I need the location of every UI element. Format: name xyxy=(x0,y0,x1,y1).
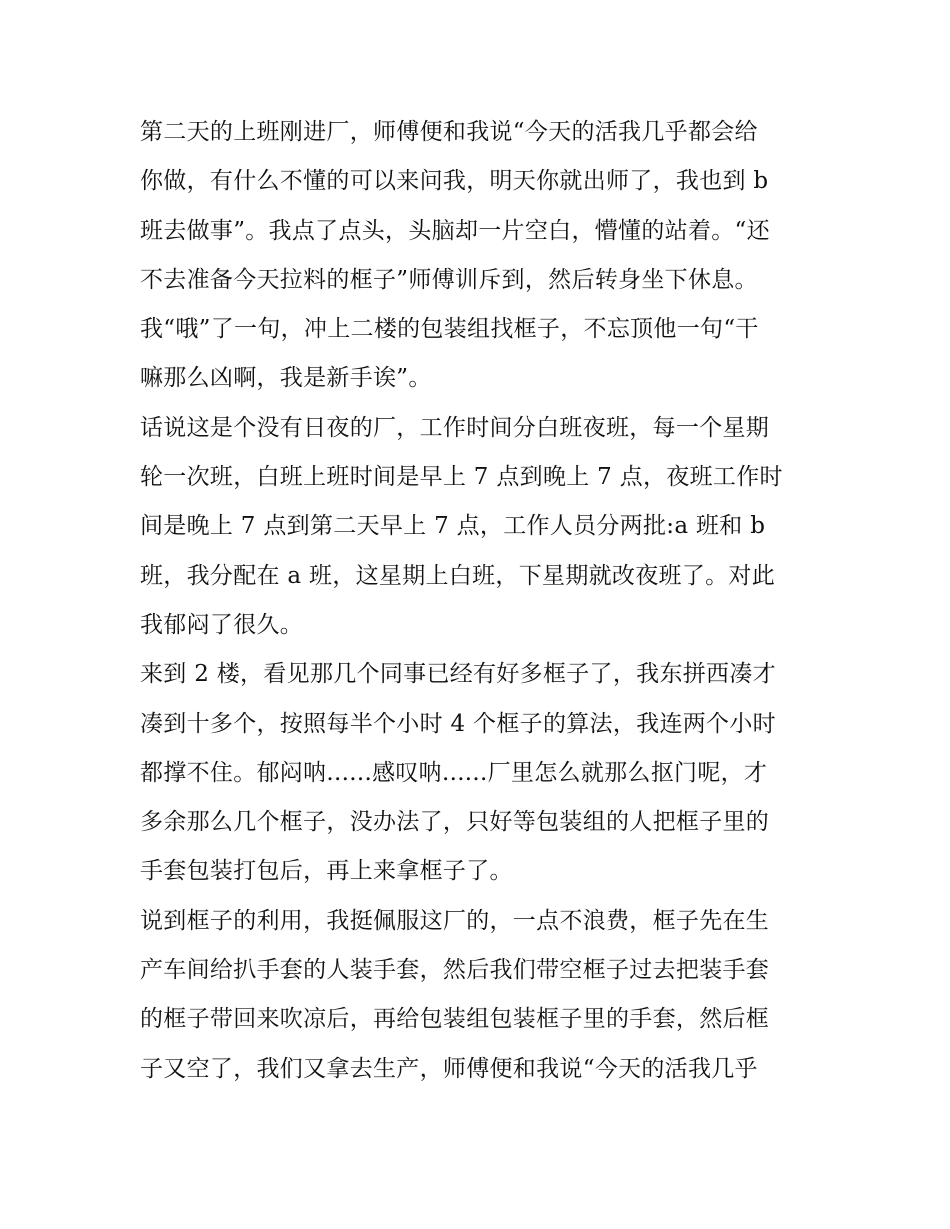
text-line: 手套包装打包后，再上来拿框子了。 xyxy=(140,858,513,885)
text-line: 班，我分配在 a 班，这星期上白班，下星期就改夜班了。对此 xyxy=(140,562,776,589)
text-line: 说到框子的利用，我挺佩服这厂的，一点不浪费，框子先在生 xyxy=(140,907,770,934)
text-line: 话说这是个没有日夜的厂，工作时间分白班夜班，每一个星期 xyxy=(140,414,770,441)
text-line: 多余那么几个框子，没办法了，只好等包装组的人把框子里的 xyxy=(140,809,770,836)
text-line: 凑到十多个，按照每半个小时 4 个框子的算法，我连两个小时 xyxy=(140,710,776,737)
text-line: 班去做事”。我点了点头，头脑却一片空白，懵懂的站着。“还 xyxy=(140,217,770,244)
text-line: 产车间给扒手套的人装手套，然后我们带空框子过去把装手套 xyxy=(140,957,770,984)
text-line: 来到 2 楼，看见那几个同事已经有好多框子了，我东拼西凑才 xyxy=(140,661,776,688)
text-line: 第二天的上班刚进厂，师傅便和我说“今天的活我几乎都会给 xyxy=(140,119,758,145)
text-line: 都撑不住。郁闷呐......感叹呐......厂里怎么就那么抠门呢，才 xyxy=(140,759,768,786)
text-line: 嘛那么凶啊，我是新手诶”。 xyxy=(140,365,432,392)
text-line: 轮一次班，白班上班时间是早上 7 点到晚上 7 点，夜班工作时 xyxy=(140,464,783,491)
body-text xyxy=(140,108,830,1094)
text-line: 间是晚上 7 点到第二天早上 7 点，工作人员分两批:a 班和 b xyxy=(140,513,766,540)
text-line: 你做，有什么不懂的可以来问我，明天你就出师了，我也到 b xyxy=(140,168,769,195)
text-line: 我郁闷了很久。 xyxy=(140,611,304,638)
text-line: 我“哦”了一句，冲上二楼的包装组找框子，不忘顶他一句“干 xyxy=(140,316,759,343)
text-line: 子又空了，我们又拿去生产，师傅便和我说“今天的活我几乎 xyxy=(140,1055,758,1082)
text-line: 不去准备今天拉料的框子”师傅训斥到，然后转身坐下休息。 xyxy=(140,266,758,293)
text-line: 的框子带回来吹凉后，再给包装组包装框子里的手套，然后框 xyxy=(140,1006,770,1033)
